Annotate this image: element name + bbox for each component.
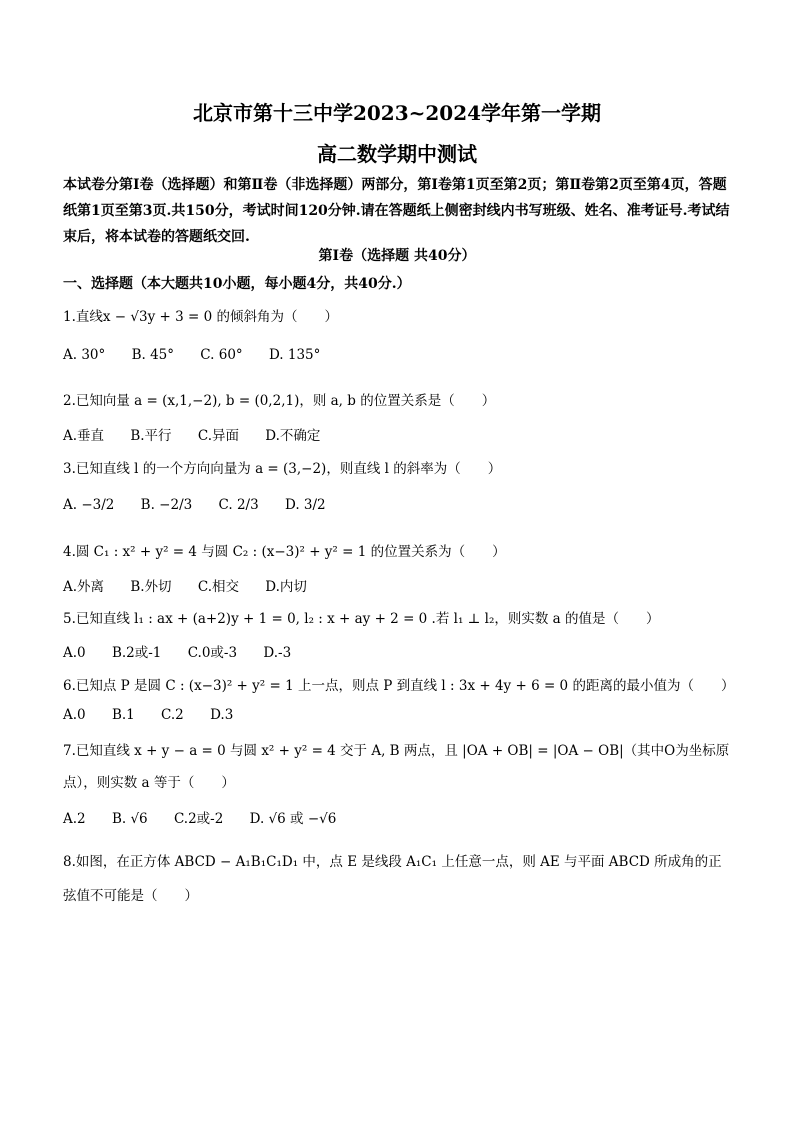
question-2-options [63, 424, 342, 444]
part-heading: 第Ⅰ卷（选择题 共40分） [318, 248, 476, 264]
option-c[interactable]: C.相交 [197, 579, 239, 595]
option-c[interactable]: C.0或-3 [187, 645, 238, 661]
question-4: 4.圆 C₁ : x² + y² = 4 与圆 C₂ : (x−3)² + y² = 1 的位置关系为（ ） [63, 544, 506, 560]
option-d[interactable]: D. 135° [268, 347, 321, 363]
option-c[interactable]: C. 60° [200, 347, 243, 363]
section-heading: 一、选择题（本大题共10小题，每小题4分，共40分.） [63, 276, 411, 292]
option-d[interactable]: D. √6 或 −√6 [249, 811, 337, 827]
question-7-options [63, 807, 358, 827]
option-c[interactable]: C.异面 [197, 428, 239, 444]
question-7: 7.已知直线 x + y − a = 0 与圆 x² + y² = 4 交于 A, B 两点，且 |OA + OB| = |OA − OB|（其中O为坐标原点），则实数 a 等于（ ） [63, 743, 730, 791]
option-d[interactable]: D.3 [210, 707, 234, 723]
question-5-options [63, 641, 313, 661]
question-1-options [63, 347, 342, 363]
question-3: 3.已知直线 l 的一个方向向量为 a = (3,−2)，则直线 l 的斜率为（ ） [63, 461, 502, 477]
question-8: 8.如图，在正方体 ABCD − A₁B₁C₁D₁ 中，点 E 是线段 A₁C₁ 上任意一点，则 AE 与平面 ABCD 所成角的正弦值不可能是（ ） [63, 854, 722, 904]
option-a[interactable]: A.垂直 [63, 428, 105, 444]
option-b[interactable]: B.平行 [130, 428, 172, 444]
option-b[interactable]: B.1 [111, 707, 135, 723]
option-d[interactable]: D.不确定 [265, 428, 321, 444]
option-b[interactable]: B. 45° [131, 347, 174, 363]
exam-instructions: 本试卷分第Ⅰ卷（选择题）和第Ⅱ卷（非选择题）两部分，第Ⅰ卷第1页至第2页；第Ⅱ卷第2页至第4页，答题纸第1页至第3页.共150分，考试时间120分钟.请在答题纸上侧密封线内书写班级、姓名、准考证号.考试结束后，将本试卷的答题纸交回. [63, 177, 730, 245]
option-c[interactable]: C. 2/3 [218, 497, 259, 513]
option-b[interactable]: B. −2/3 [140, 497, 193, 513]
exam-subtitle: 高二数学期中测试 [317, 142, 477, 166]
question-5: 5.已知直线 l₁ : ax + (a+2)y + 1 = 0, l₂ : x + ay + 2 = 0 .若 l₁ ⊥ l₂，则实数 a 的值是（ ） [63, 611, 660, 627]
question-6-options [63, 707, 255, 723]
option-b[interactable]: B.2或-1 [111, 645, 162, 661]
option-a[interactable]: A.2 [63, 811, 86, 827]
option-d[interactable]: D.-3 [263, 645, 292, 661]
option-c[interactable]: C.2或-2 [173, 811, 224, 827]
option-c[interactable]: C.2 [161, 707, 184, 723]
question-4-options [63, 575, 329, 595]
question-1: 1.直线x − √3y + 3 = 0 的倾斜角为（ ） [63, 309, 338, 325]
question-2: 2.已知向量 a = (x,1,−2), b = (0,2,1)，则 a, b 的位置关系是（ ） [63, 393, 496, 409]
option-b[interactable]: B.外切 [130, 579, 172, 595]
option-d[interactable]: D. 3/2 [284, 497, 326, 513]
exam-title: 北京市第十三中学2023~2024学年第一学期 [192, 101, 602, 125]
option-d[interactable]: D.内切 [265, 579, 307, 595]
question-6: 6.已知点 P 是圆 C : (x−3)² + y² = 1 上一点，则点 P 到直线 l : 3x + 4y + 6 = 0 的距离的最小值为（ ） [63, 678, 735, 694]
option-b[interactable]: B. √6 [111, 811, 148, 827]
option-a[interactable]: A.0 [63, 707, 86, 723]
option-a[interactable]: A.0 [63, 645, 86, 661]
option-a[interactable]: A. 30° [63, 347, 106, 363]
option-a[interactable]: A. −3/2 [63, 497, 115, 513]
question-3-options [63, 497, 348, 513]
option-a[interactable]: A.外离 [63, 579, 105, 595]
